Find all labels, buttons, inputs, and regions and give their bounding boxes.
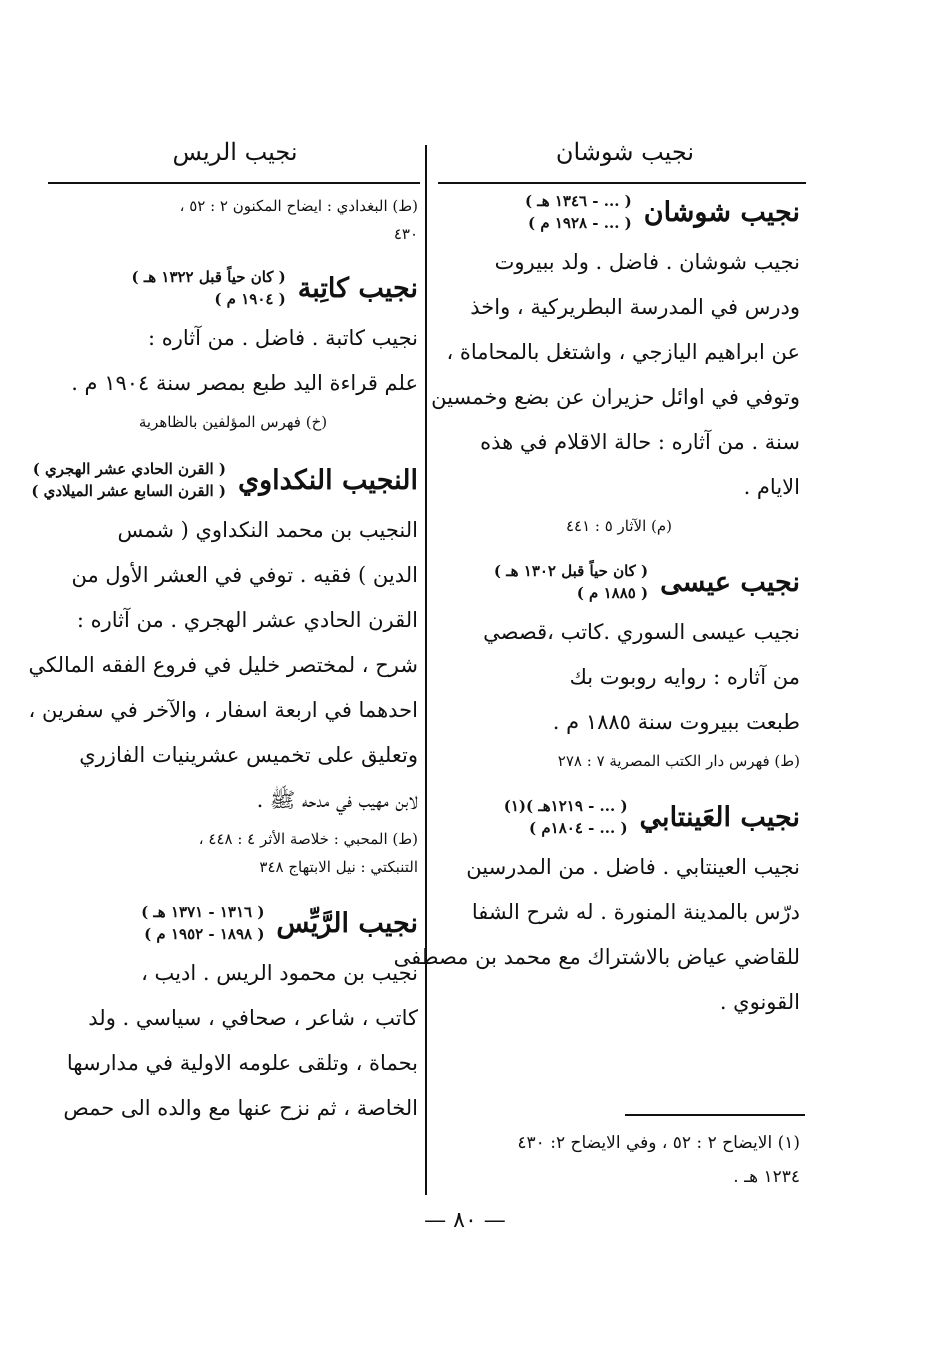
hijri-dates: ( ١٣١٦ - ١٣٧١ هـ )	[141, 903, 265, 921]
footnote-rule	[625, 1114, 805, 1116]
entry-dates	[31, 458, 226, 502]
hijri-century: ( القرن الحادي عشر الهجري )	[32, 460, 226, 478]
entry-name: نجيب العَينتابي	[639, 801, 800, 833]
entry-name: نجيب شوشان	[643, 196, 800, 228]
entry-text-line: نجيب بن محمود الريس . اديب ،	[141, 961, 418, 985]
gregorian-dates: ( ... - ١٨٠٤م )	[529, 819, 628, 837]
entry-text-line: طبعت ببيروت سنة ١٨٨٥ م .	[552, 710, 800, 734]
entry-head	[31, 458, 418, 502]
column-divider	[425, 145, 427, 1195]
entry-name: النجيب النكداوي	[238, 464, 418, 496]
entry-text-line: نجيب العينتابي . فاضل . من المدرسين	[466, 855, 800, 879]
footnote-line: ١٢٣٤ هـ .	[733, 1167, 800, 1187]
entry-text-line: احدهما في اربعة اسفار ، والآخر في سفرين ،	[28, 698, 418, 722]
entry-text-line: النجيب بن محمد النكداوي ( شمس	[117, 518, 418, 542]
header-rule-left	[48, 182, 420, 184]
entry-najib-katiba	[48, 266, 418, 434]
entry-text-line: ودرس في المدرسة البطريركية ، واخذ	[470, 295, 800, 319]
entry-text-line: شرح ، لمختصر خليل في فروع الفقه المالكي	[28, 653, 418, 677]
header-rule-right	[438, 182, 806, 184]
source-reference: (خ) فهرس المؤلفين بالظاهرية	[138, 413, 328, 431]
gregorian-century: ( القرن السابع عشر الميلادي )	[31, 482, 226, 500]
entry-najib-aintabi	[393, 795, 800, 1025]
entry-najib-al-rayyis	[48, 901, 418, 1131]
source-reference: (م) الآثار ٥ : ٤٤١	[565, 517, 673, 535]
entry-dates	[525, 190, 632, 234]
entry-dates	[132, 266, 286, 310]
entry-text-line: القرن الحادي عشر الهجري . من آثاره :	[76, 608, 418, 632]
running-header-right: نجيب شوشان	[555, 138, 695, 166]
source-reference: (ط) البغدادي : ايضاح المكنون ٢ : ٥٢ ،	[179, 197, 418, 215]
source-reference: ٤٣٠	[393, 225, 418, 243]
entry-text-line: من آثاره : روايه روبوت بك	[569, 665, 800, 689]
footnote-line: (١) الايضاح ٢ : ٥٢ ، وفي الايضاح ٢: ٤٣٠	[517, 1133, 800, 1153]
gregorian-dates: ( ١٨٨٥ م )	[576, 584, 649, 602]
entry-head	[438, 795, 800, 839]
entry-text-line: درّس بالمدينة المنورة . له شرح الشفا	[471, 900, 800, 924]
gregorian-dates: ( ... - ١٩٢٨ م )	[528, 214, 632, 232]
gregorian-dates: ( ١٨٩٨ - ١٩٥٢ م )	[144, 925, 265, 943]
entry-dates	[504, 795, 628, 839]
entry-dates	[141, 901, 264, 945]
entry-text-line: علم قراءة اليد طبع بمصر سنة ١٩٠٤ م .	[71, 371, 418, 395]
running-header-left: نجيب الريس	[172, 138, 298, 166]
hijri-dates: ( ... - ١٣٤٦ هـ )	[524, 192, 632, 210]
gregorian-dates: ( ١٩٠٤ م )	[214, 290, 286, 308]
source-reference: (ط) المحبي : خلاصة الأثر ٤ : ٤٤٨ ،	[198, 830, 418, 848]
entry-head	[48, 266, 418, 310]
entry-name: نجيب كاتِبة	[297, 272, 418, 304]
entry-head	[438, 560, 800, 604]
entry-al-najib-al-nakdawi	[28, 458, 418, 879]
entry-text-line: وتوفي في اوائل حزيران عن بضع وخمسين	[431, 385, 800, 409]
entry-text-line: القونوي .	[719, 990, 800, 1014]
entry-najib-shushan	[431, 190, 800, 538]
source-reference: (ط) فهرس دار الكتب المصرية ٧ : ٢٧٨	[557, 752, 800, 770]
entry-text-line: نجيب شوشان . فاضل . ولد ببيروت	[494, 250, 800, 274]
entry-text-line: سنة . من آثاره : حالة الاقلام في هذه	[480, 430, 800, 454]
entry-text-line: للقاضي عياض بالاشتراك مع محمد بن مصطفى	[393, 945, 800, 969]
source-reference: التنبكتي : نيل الابتهاج ٣٤٨	[259, 858, 418, 876]
hijri-dates: ( كان حياً قبل ١٣٠٢ هـ )	[493, 562, 649, 580]
entry-name: نجيب الرَّيِّس	[276, 907, 418, 939]
entry-text-line: الخاصة ، ثم نزح عنها مع والده الى حمص	[63, 1096, 418, 1120]
page-number: — ٨٠ —	[424, 1208, 506, 1233]
entry-text-line: الايام .	[743, 475, 800, 499]
hijri-dates: ( كان حياً قبل ١٣٢٢ هـ )	[131, 268, 286, 286]
entry-text-line: لابن مهيب في مدحه ﷺ .	[256, 788, 418, 812]
entry-text-line: الدين ) فقيه . توفي في العشر الأول من	[71, 563, 418, 587]
entry-text-line: وتعليق على تخميس عشرينيات الفازري	[79, 743, 418, 767]
entry-head	[438, 190, 800, 234]
entry-text-line: نجيب كاتبة . فاضل . من آثاره :	[148, 326, 418, 350]
entry-name: نجيب عيسى	[660, 566, 800, 598]
entry-text-line: كاتب ، شاعر ، صحافي ، سياسي . ولد	[88, 1006, 418, 1030]
entry-dates	[494, 560, 648, 604]
entry-text-line: بحماة ، وتلقى علومه الاولية في مدارسها	[66, 1051, 418, 1075]
hijri-dates: ( ... - ١٢١٩هـ )(١)	[503, 797, 628, 815]
entry-najib-isa	[438, 560, 800, 773]
entry-text-line: عن ابراهيم اليازجي ، واشتغل بالمحاماة ،	[446, 340, 800, 364]
footnote	[438, 1126, 800, 1194]
left-column	[28, 190, 418, 1149]
entry-head	[48, 901, 418, 945]
entry-text-line: نجيب عيسى السوري .كاتب ،قصصي	[483, 620, 800, 644]
